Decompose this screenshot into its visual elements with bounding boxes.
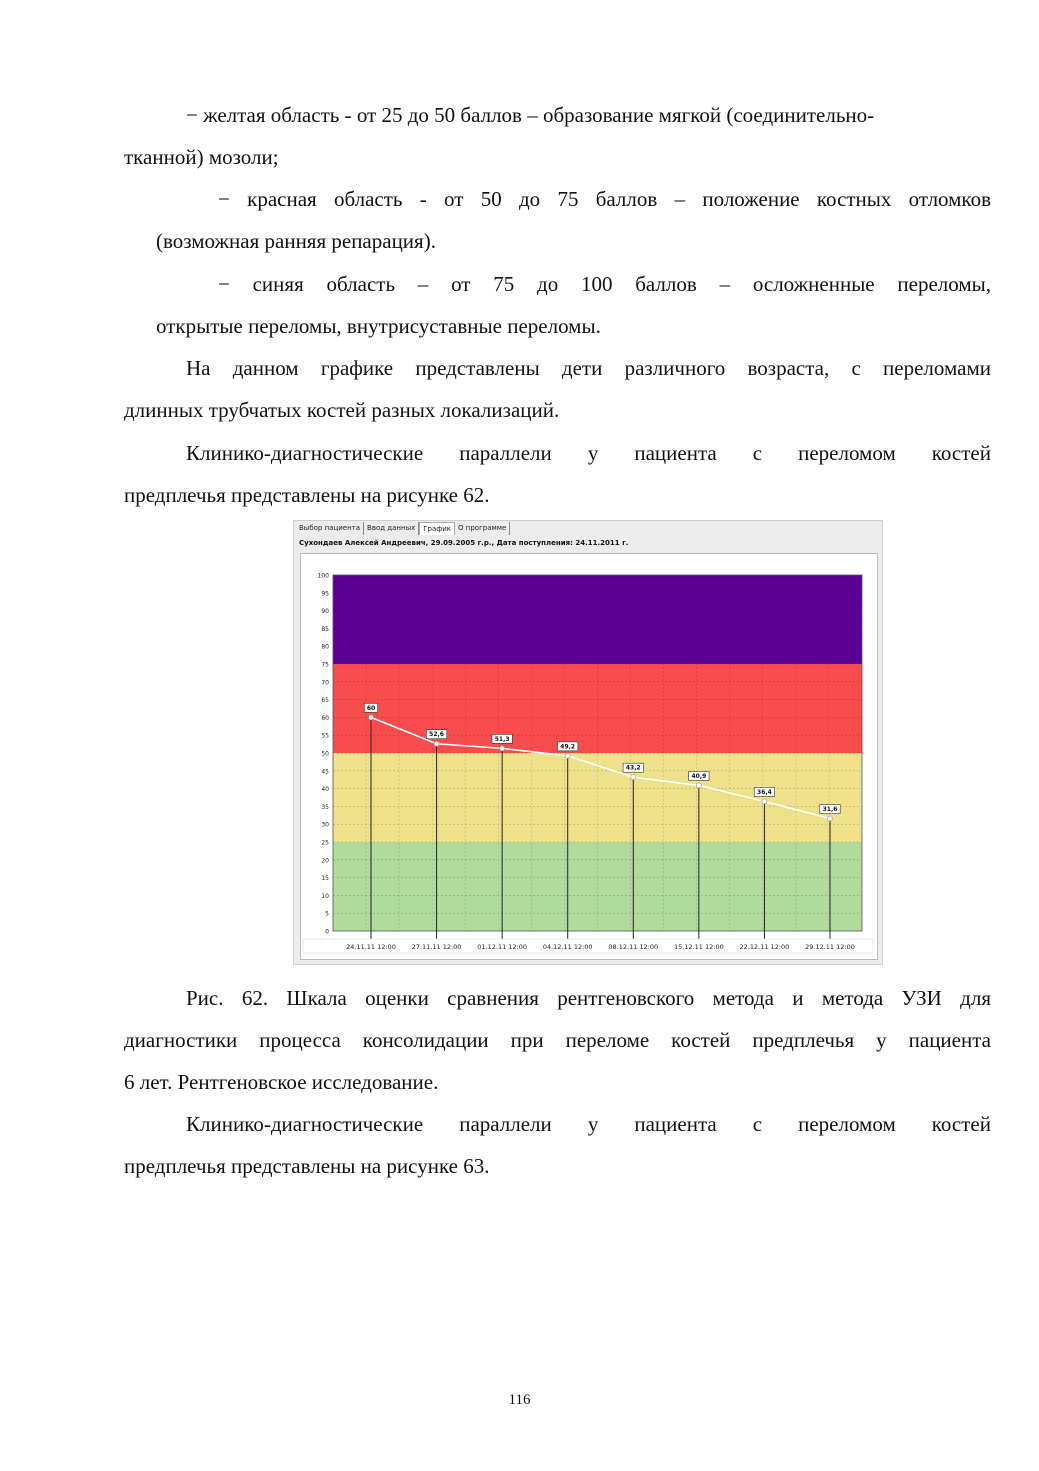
y-tick-label: 55 [321,732,329,740]
x-tick-label: 22.12.11 12:00 [739,943,790,951]
data-point [762,799,767,804]
x-tick-label: 15.12.11 12:00 [673,943,724,951]
data-label: 43,2 [625,764,641,772]
paragraph-line: Клинико-диагностические параллели у пациента с переломом костей [186,441,991,465]
y-tick-label: 0 [325,928,329,936]
data-point [696,783,701,788]
y-tick-label: 65 [321,697,329,705]
page-number: 116 [508,1392,531,1408]
x-tick-label: 01.12.11 12:00 [477,943,528,951]
paragraph-line: длинных трубчатых костей разных локализаций. [124,398,560,422]
x-tick-label: 24.11.11 12:00 [346,943,396,951]
data-label: 49,2 [560,743,576,751]
y-tick-label: 70 [321,679,329,687]
y-tick-label: 100 [317,572,329,580]
figure-screenshot [293,520,883,965]
data-point [828,816,833,821]
patient-info: Сухондаев Алексей Андреевич, 29.09.2005 г.р., Дата поступления: 24.11.2011 г. [299,539,629,547]
paragraph-line: предплечья представлены на рисунке 62. [124,483,490,507]
y-tick-label: 45 [321,768,329,776]
chart-panel [300,553,878,960]
data-label: 36,4 [757,788,772,796]
data-label: 31,6 [822,806,838,814]
data-label: 51,3 [494,735,510,743]
tab-chart[interactable]: График [419,522,455,535]
y-tick-label: 40 [321,786,329,794]
y-tick-label: 95 [321,590,329,598]
paragraph-line: Клинико-диагностические параллели у пациента с переломом костей [186,1112,991,1136]
data-point [500,746,505,751]
y-tick-label: 15 [321,875,329,883]
y-tick-label: 60 [321,714,329,722]
y-tick-label: 5 [325,910,329,918]
paragraph-line: − желтая область - от 25 до 50 баллов – образование мягкой (соединительно- [186,103,875,127]
y-tick-label: 50 [321,750,329,758]
data-point [369,715,374,720]
paragraph-line: (возможная ранняя репарация). [156,229,436,253]
figure-caption-line: Рис. 62. Шкала оценки сравнения рентгеновского метода и метода УЗИ для [186,986,991,1010]
tab-patient-select[interactable]: Выбор пациента [296,522,364,535]
data-point [565,753,570,758]
paragraph-line: предплечья представлены на рисунке 63. [124,1154,490,1178]
y-tick-label: 25 [321,839,329,847]
tab-data-entry[interactable]: Ввод данных [364,522,419,535]
tab-bar [296,522,510,535]
x-tick-label: 29.12.11 12:00 [805,943,855,951]
y-tick-label: 20 [321,857,329,865]
paragraph-line: тканной) мозоли; [124,145,279,169]
paragraph-line: На данном графике представлены дети различного возраста, с переломами [186,356,991,380]
data-point [631,775,636,780]
y-tick-label: 75 [321,661,329,669]
data-label: 52,6 [429,731,444,739]
figure-caption-line: диагностики процесса консолидации при переломе костей предплечья у пациента [124,1028,991,1052]
y-tick-label: 90 [321,608,329,616]
y-tick-label: 35 [321,803,329,811]
data-label: 60 [366,704,376,712]
tab-about[interactable]: О программе [455,522,510,535]
y-tick-label: 80 [321,643,329,651]
x-tick-label: 27.11.11 12:00 [411,943,462,951]
x-tick-label: 08.12.11 12:00 [608,943,659,951]
chart-svg [301,554,877,959]
paragraph-line: − синяя область – от 75 до 100 баллов – осложненные переломы, [218,272,991,296]
y-tick-label: 10 [321,892,329,900]
y-tick-label: 30 [321,821,329,829]
paragraph-line: открытые переломы, внутрисуставные переломы. [156,314,601,338]
data-label: 40,9 [691,772,707,780]
data-point [434,741,439,746]
y-tick-label: 85 [321,625,329,633]
x-tick-label: 04.12.11 12:00 [542,943,593,951]
paragraph-line: − красная область - от 50 до 75 баллов – положение костных отломков [218,187,991,211]
figure-caption-line: 6 лет. Рентгеновское исследование. [124,1070,439,1094]
